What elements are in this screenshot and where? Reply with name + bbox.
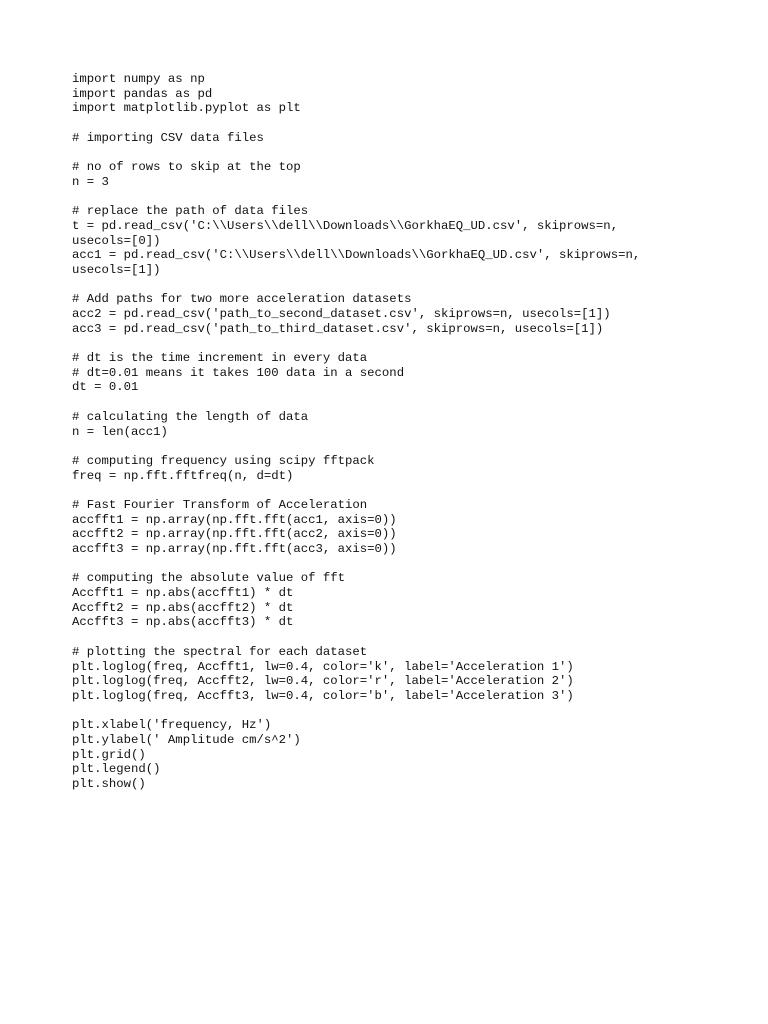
code-line xyxy=(72,557,752,572)
code-line: import numpy as np xyxy=(72,72,205,86)
code-line: plt.loglog(freq, Accfft2, lw=0.4, color='r', label='Acceleration 2') xyxy=(72,674,574,689)
code-line: # computing frequency using scipy fftpack xyxy=(72,453,375,468)
code-line: # plotting the spectral for each dataset xyxy=(72,644,368,659)
code-line: # calculating the length of data xyxy=(72,409,309,424)
code-line: t = pd.read_csv('C:\\Users\\dell\\Downloads\\GorkhaEQ_UD.csv', skiprows=n, xyxy=(72,218,619,233)
code-line: plt.legend() xyxy=(72,762,161,777)
code-line: accfft2 = np.array(np.fft.fft(acc2, axis=0)) xyxy=(72,527,397,542)
code-line xyxy=(72,630,752,645)
code-line xyxy=(72,190,752,205)
code-line: # importing CSV data files xyxy=(72,130,264,145)
code-line xyxy=(72,483,752,498)
code-line: freq = np.fft.fftfreq(n, d=dt) xyxy=(72,468,294,483)
code-line xyxy=(72,395,752,410)
code-line xyxy=(72,336,752,351)
code-line: import pandas as pd xyxy=(72,86,213,101)
code-line xyxy=(72,439,752,454)
code-line: # Fast Fourier Transform of Acceleration xyxy=(72,497,368,512)
code-line: Accfft1 = np.abs(accfft1) * dt xyxy=(72,586,294,601)
code-line: usecols=[1]) xyxy=(72,262,161,277)
code-line: acc3 = pd.read_csv('path_to_third_dataset.csv', skiprows=n, usecols=[1]) xyxy=(72,321,604,336)
code-line: dt = 0.01 xyxy=(72,380,139,395)
code-line: plt.loglog(freq, Accfft3, lw=0.4, color='b', label='Acceleration 3') xyxy=(72,688,574,703)
code-line: # dt is the time increment in every data xyxy=(72,351,368,366)
code-line xyxy=(72,116,752,131)
code-line: plt.xlabel('frequency, Hz') xyxy=(72,718,272,733)
code-line: accfft1 = np.array(np.fft.fft(acc1, axis=0)) xyxy=(72,512,397,527)
code-line: import matplotlib.pyplot as plt xyxy=(72,101,301,116)
code-line: # no of rows to skip at the top xyxy=(72,160,301,175)
code-line: Accfft2 = np.abs(accfft2) * dt xyxy=(72,600,294,615)
code-line: usecols=[0]) xyxy=(72,233,161,248)
code-line: n = len(acc1) xyxy=(72,424,168,439)
code-block xyxy=(72,72,752,792)
code-line xyxy=(72,145,752,160)
code-line: # Add paths for two more acceleration datasets xyxy=(72,292,412,307)
code-line: accfft3 = np.array(np.fft.fft(acc3, axis=0)) xyxy=(72,542,397,556)
code-line: Accfft3 = np.abs(accfft3) * dt xyxy=(72,615,294,630)
code-line: plt.show() xyxy=(72,777,146,791)
code-line: acc2 = pd.read_csv('path_to_second_dataset.csv', skiprows=n, usecols=[1]) xyxy=(72,307,611,321)
code-line: plt.ylabel(' Amplitude cm/s^2') xyxy=(72,732,301,747)
code-line: acc1 = pd.read_csv('C:\\Users\\dell\\Downloads\\GorkhaEQ_UD.csv', skiprows=n, xyxy=(72,248,641,263)
code-line: plt.loglog(freq, Accfft1, lw=0.4, color='k', label='Acceleration 1') xyxy=(72,659,574,674)
code-line: plt.grid() xyxy=(72,747,146,762)
code-line xyxy=(72,278,752,293)
code-line: # dt=0.01 means it takes 100 data in a second xyxy=(72,365,405,380)
code-line: # replace the path of data files xyxy=(72,204,309,219)
code-line: # computing the absolute value of fft xyxy=(72,571,346,586)
code-line xyxy=(72,704,752,719)
code-line: n = 3 xyxy=(72,174,109,189)
